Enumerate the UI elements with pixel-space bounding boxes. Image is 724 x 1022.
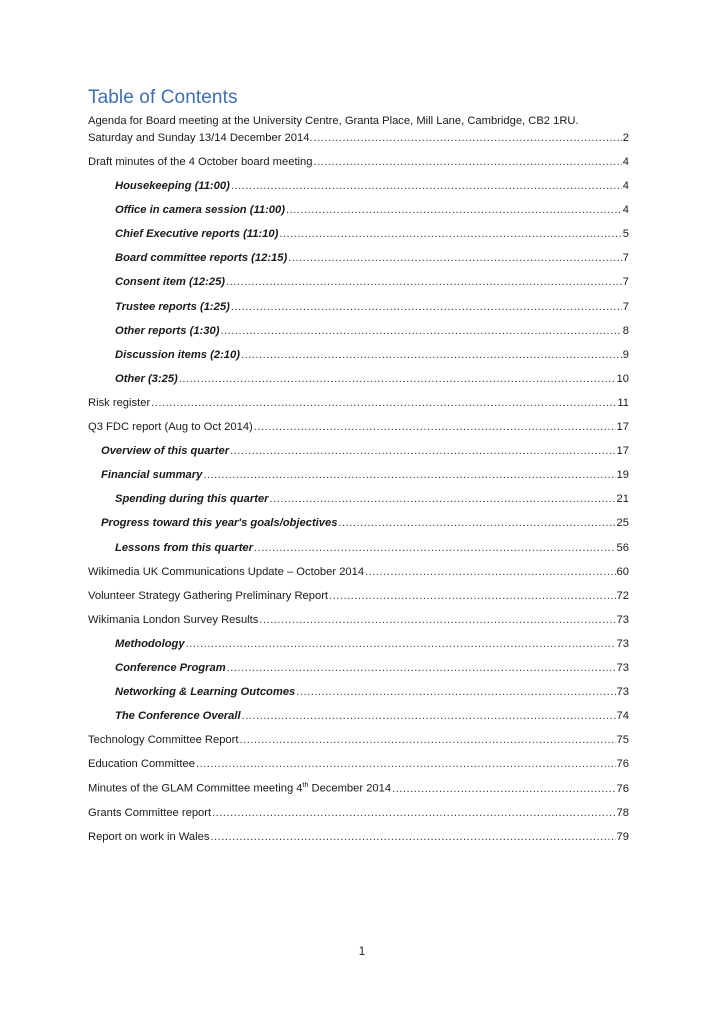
toc-entry-text: [88, 397, 150, 409]
toc-entry-label: Progress toward this year's goals/objectives: [101, 517, 338, 530]
toc-leader-dots: [212, 807, 615, 819]
toc-leader-dots: [365, 566, 615, 578]
toc-entry[interactable]: [88, 397, 629, 421]
toc-page-number: 73: [616, 637, 629, 650]
toc-entry-text: [115, 325, 219, 337]
toc-entry[interactable]: [88, 807, 629, 831]
toc-page-number: 78: [616, 806, 629, 819]
toc-entry[interactable]: [88, 180, 629, 204]
toc-entry-text: [88, 566, 364, 578]
toc-leader-dots: [288, 252, 622, 264]
toc-entry-text: [88, 734, 238, 746]
toc-entry-label: Conference Program: [115, 661, 226, 674]
toc-entry[interactable]: [88, 614, 629, 638]
toc-leader-dots: [242, 710, 616, 722]
toc-entry-text: [115, 204, 285, 216]
toc-entry-text: [101, 469, 202, 481]
toc-entry-label: Trustee reports (1:25): [115, 300, 230, 313]
toc-entry-text: [115, 638, 185, 650]
toc-entry[interactable]: [88, 469, 629, 493]
toc-entry-label: Consent item (12:25): [115, 276, 226, 289]
toc-entry-text: [115, 252, 287, 264]
toc-page-number: 56: [616, 541, 629, 554]
toc-page-number: 2: [622, 132, 629, 144]
toc-entry-text: [101, 517, 337, 529]
toc-entry-text: [115, 349, 240, 361]
toc-entry-text: [88, 614, 258, 626]
toc-leader-dots: [196, 758, 616, 770]
toc-entry[interactable]: [88, 276, 629, 300]
toc-entry[interactable]: [88, 204, 629, 228]
toc-page-number: 5: [622, 228, 629, 241]
toc-entry-text: [115, 662, 226, 674]
toc-leader-dots: [226, 276, 622, 288]
toc-leader-dots: [279, 228, 621, 240]
toc-entry-label: Minutes of the GLAM Committee meeting 4: [88, 783, 303, 796]
toc-entry-text: [88, 782, 391, 795]
toc-leader-dots: [314, 132, 622, 144]
toc-leader-dots: [296, 686, 615, 698]
toc-entry[interactable]: [88, 373, 629, 397]
toc-leader-dots: [259, 614, 615, 626]
toc-leader-dots: [231, 180, 622, 192]
toc-leader-dots: [210, 831, 615, 843]
toc-entry-text: [115, 373, 178, 385]
toc-leader-dots: [270, 493, 616, 505]
toc-leader-dots: [151, 397, 616, 409]
toc-entry-label: Overview of this quarter: [101, 445, 230, 458]
toc-entry[interactable]: [88, 228, 629, 252]
toc-leader-dots: [254, 542, 616, 554]
toc-entry-text: [115, 276, 225, 288]
toc-entry-label: Draft minutes of the 4 October board meeting: [88, 156, 313, 168]
toc-entry-label: Wikimedia UK Communications Update – October 2014: [88, 565, 365, 578]
toc-entry-label: Other reports (1:30): [115, 324, 220, 337]
toc-entry-text: [88, 156, 313, 168]
toc-entry-text: [88, 807, 211, 819]
toc-page-number: 21: [616, 493, 629, 506]
toc-entry-label: Risk register: [88, 396, 151, 409]
toc-leader-dots: [227, 662, 616, 674]
toc-page-number: 76: [616, 758, 629, 771]
toc-page-number: 74: [616, 710, 629, 723]
toc-entry[interactable]: [88, 301, 629, 325]
toc-page-number: 73: [616, 661, 629, 674]
toc-leader-dots: [338, 517, 615, 529]
toc-entry-label: Technology Committee Report: [88, 734, 239, 747]
toc-leader-dots: [314, 156, 622, 168]
toc-entry-agenda-line1: Agenda for Board meeting at the University Centre, Granta Place, Mill Lane, Cambridge, CB2 1RU.: [88, 115, 579, 127]
toc-entry-label: Financial summary: [101, 469, 203, 482]
toc-entry-label: Report on work in Wales: [88, 830, 210, 843]
toc-leader-dots: [239, 734, 615, 746]
toc-page-number: 7: [622, 252, 629, 265]
toc-page-number: 79: [616, 830, 629, 843]
toc-page-number: 75: [616, 734, 629, 747]
toc-page-number: 19: [616, 469, 629, 482]
table-of-contents: [88, 114, 629, 855]
toc-entry-label: Grants Committee report: [88, 806, 212, 819]
toc-page-number: 17: [616, 421, 629, 434]
toc-entry[interactable]: [88, 590, 629, 614]
toc-leader-dots: [179, 373, 616, 385]
toc-page-number: 9: [622, 348, 629, 361]
toc-leader-dots: [254, 421, 616, 433]
toc-entry-label: Education Committee: [88, 758, 195, 771]
toc-page-number: 4: [622, 180, 629, 193]
toc-entry-text: [115, 542, 253, 554]
toc-page-number: 17: [616, 445, 629, 458]
toc-entry-text: [115, 686, 295, 698]
toc-entry-text: [115, 180, 230, 192]
toc-leader-dots: [392, 783, 615, 795]
toc-entry[interactable]: [88, 517, 629, 541]
toc-entry-text: [115, 301, 230, 313]
toc-page-number: 4: [622, 204, 629, 217]
toc-page-number: 7: [622, 276, 629, 289]
toc-entry[interactable]: [88, 566, 629, 590]
toc-leader-dots: [186, 638, 616, 650]
toc-page-number: 76: [616, 783, 629, 796]
toc-page-number: 10: [616, 372, 629, 385]
toc-page-number: 72: [616, 589, 629, 602]
toc-leader-dots: [241, 349, 622, 361]
toc-entry[interactable]: [88, 156, 629, 180]
toc-page-number: 11: [617, 396, 629, 409]
toc-entry[interactable]: [88, 638, 629, 662]
toc-leader-dots: [231, 301, 622, 313]
toc-entry[interactable]: [88, 758, 629, 782]
toc-entry[interactable]: [88, 662, 629, 686]
toc-page-number: 8: [622, 324, 629, 337]
toc-entry[interactable]: [88, 542, 629, 566]
toc-entry-label: Discussion items (2:10): [115, 348, 240, 361]
toc-entry-label: The Conference Overall: [115, 710, 241, 723]
toc-entry[interactable]: [88, 493, 629, 517]
toc-page-number: 60: [616, 565, 629, 578]
toc-entry-superscript: th: [302, 782, 309, 790]
toc-entry-label: Networking & Learning Outcomes: [115, 686, 296, 699]
toc-entry-text: [88, 421, 253, 433]
toc-page-number: 4: [622, 156, 629, 168]
toc-entry-label: Spending during this quarter: [115, 493, 269, 506]
toc-leader-dots: [329, 590, 616, 602]
toc-page-number: 25: [616, 517, 629, 530]
toc-leader-dots: [230, 445, 615, 457]
toc-entry-text: [115, 228, 278, 240]
toc-entry[interactable]: [88, 686, 629, 710]
toc-entry[interactable]: [88, 782, 629, 806]
toc-entry[interactable]: [88, 252, 629, 276]
page-number-footer: 1: [358, 946, 366, 958]
toc-entry-text: [88, 590, 328, 602]
toc-entry-label: Board committee reports (12:15): [115, 252, 288, 265]
toc-page-number: 73: [616, 686, 629, 699]
toc-entry[interactable]: [88, 421, 629, 445]
toc-entry-text: [115, 493, 269, 505]
toc-entry-label: Wikimania London Survey Results: [88, 613, 259, 626]
toc-page-number: 7: [622, 300, 629, 313]
toc-entry[interactable]: [88, 831, 629, 855]
toc-entry[interactable]: [88, 710, 629, 734]
toc-entry[interactable]: [88, 325, 629, 349]
toc-entry-label: Office in camera session (11:00): [115, 204, 285, 217]
toc-entry-label-tail: December 2014: [308, 783, 392, 796]
toc-leader-dots: [286, 204, 622, 216]
toc-entry-label: Lessons from this quarter: [115, 541, 254, 554]
toc-entry-text: [115, 710, 241, 722]
toc-leader-dots: [203, 469, 615, 481]
toc-entry-label: Other (3:25): [115, 372, 178, 385]
toc-entry-agenda[interactable]: [88, 114, 629, 150]
toc-entry[interactable]: [88, 734, 629, 758]
toc-entry[interactable]: [88, 349, 629, 373]
toc-entry-agenda-line2: Saturday and Sunday 13/14 December 2014.: [88, 132, 313, 144]
toc-entry-label: Chief Executive reports (11:10): [115, 228, 279, 241]
toc-entry-label: Housekeeping (11:00): [115, 180, 230, 193]
toc-entry-text: [88, 758, 195, 770]
toc-leader-dots: [220, 325, 621, 337]
toc-entry-label: Methodology: [115, 637, 185, 650]
toc-entry-label: Q3 FDC report (Aug to Oct 2014): [88, 421, 253, 434]
toc-entry-label: Volunteer Strategy Gathering Preliminary Report: [88, 589, 329, 602]
toc-entry[interactable]: [88, 445, 629, 469]
toc-entry-text: [101, 445, 229, 457]
toc-title: Table of Contents: [88, 87, 238, 108]
toc-page-number: 73: [616, 613, 629, 626]
toc-entry-text: [88, 831, 209, 843]
